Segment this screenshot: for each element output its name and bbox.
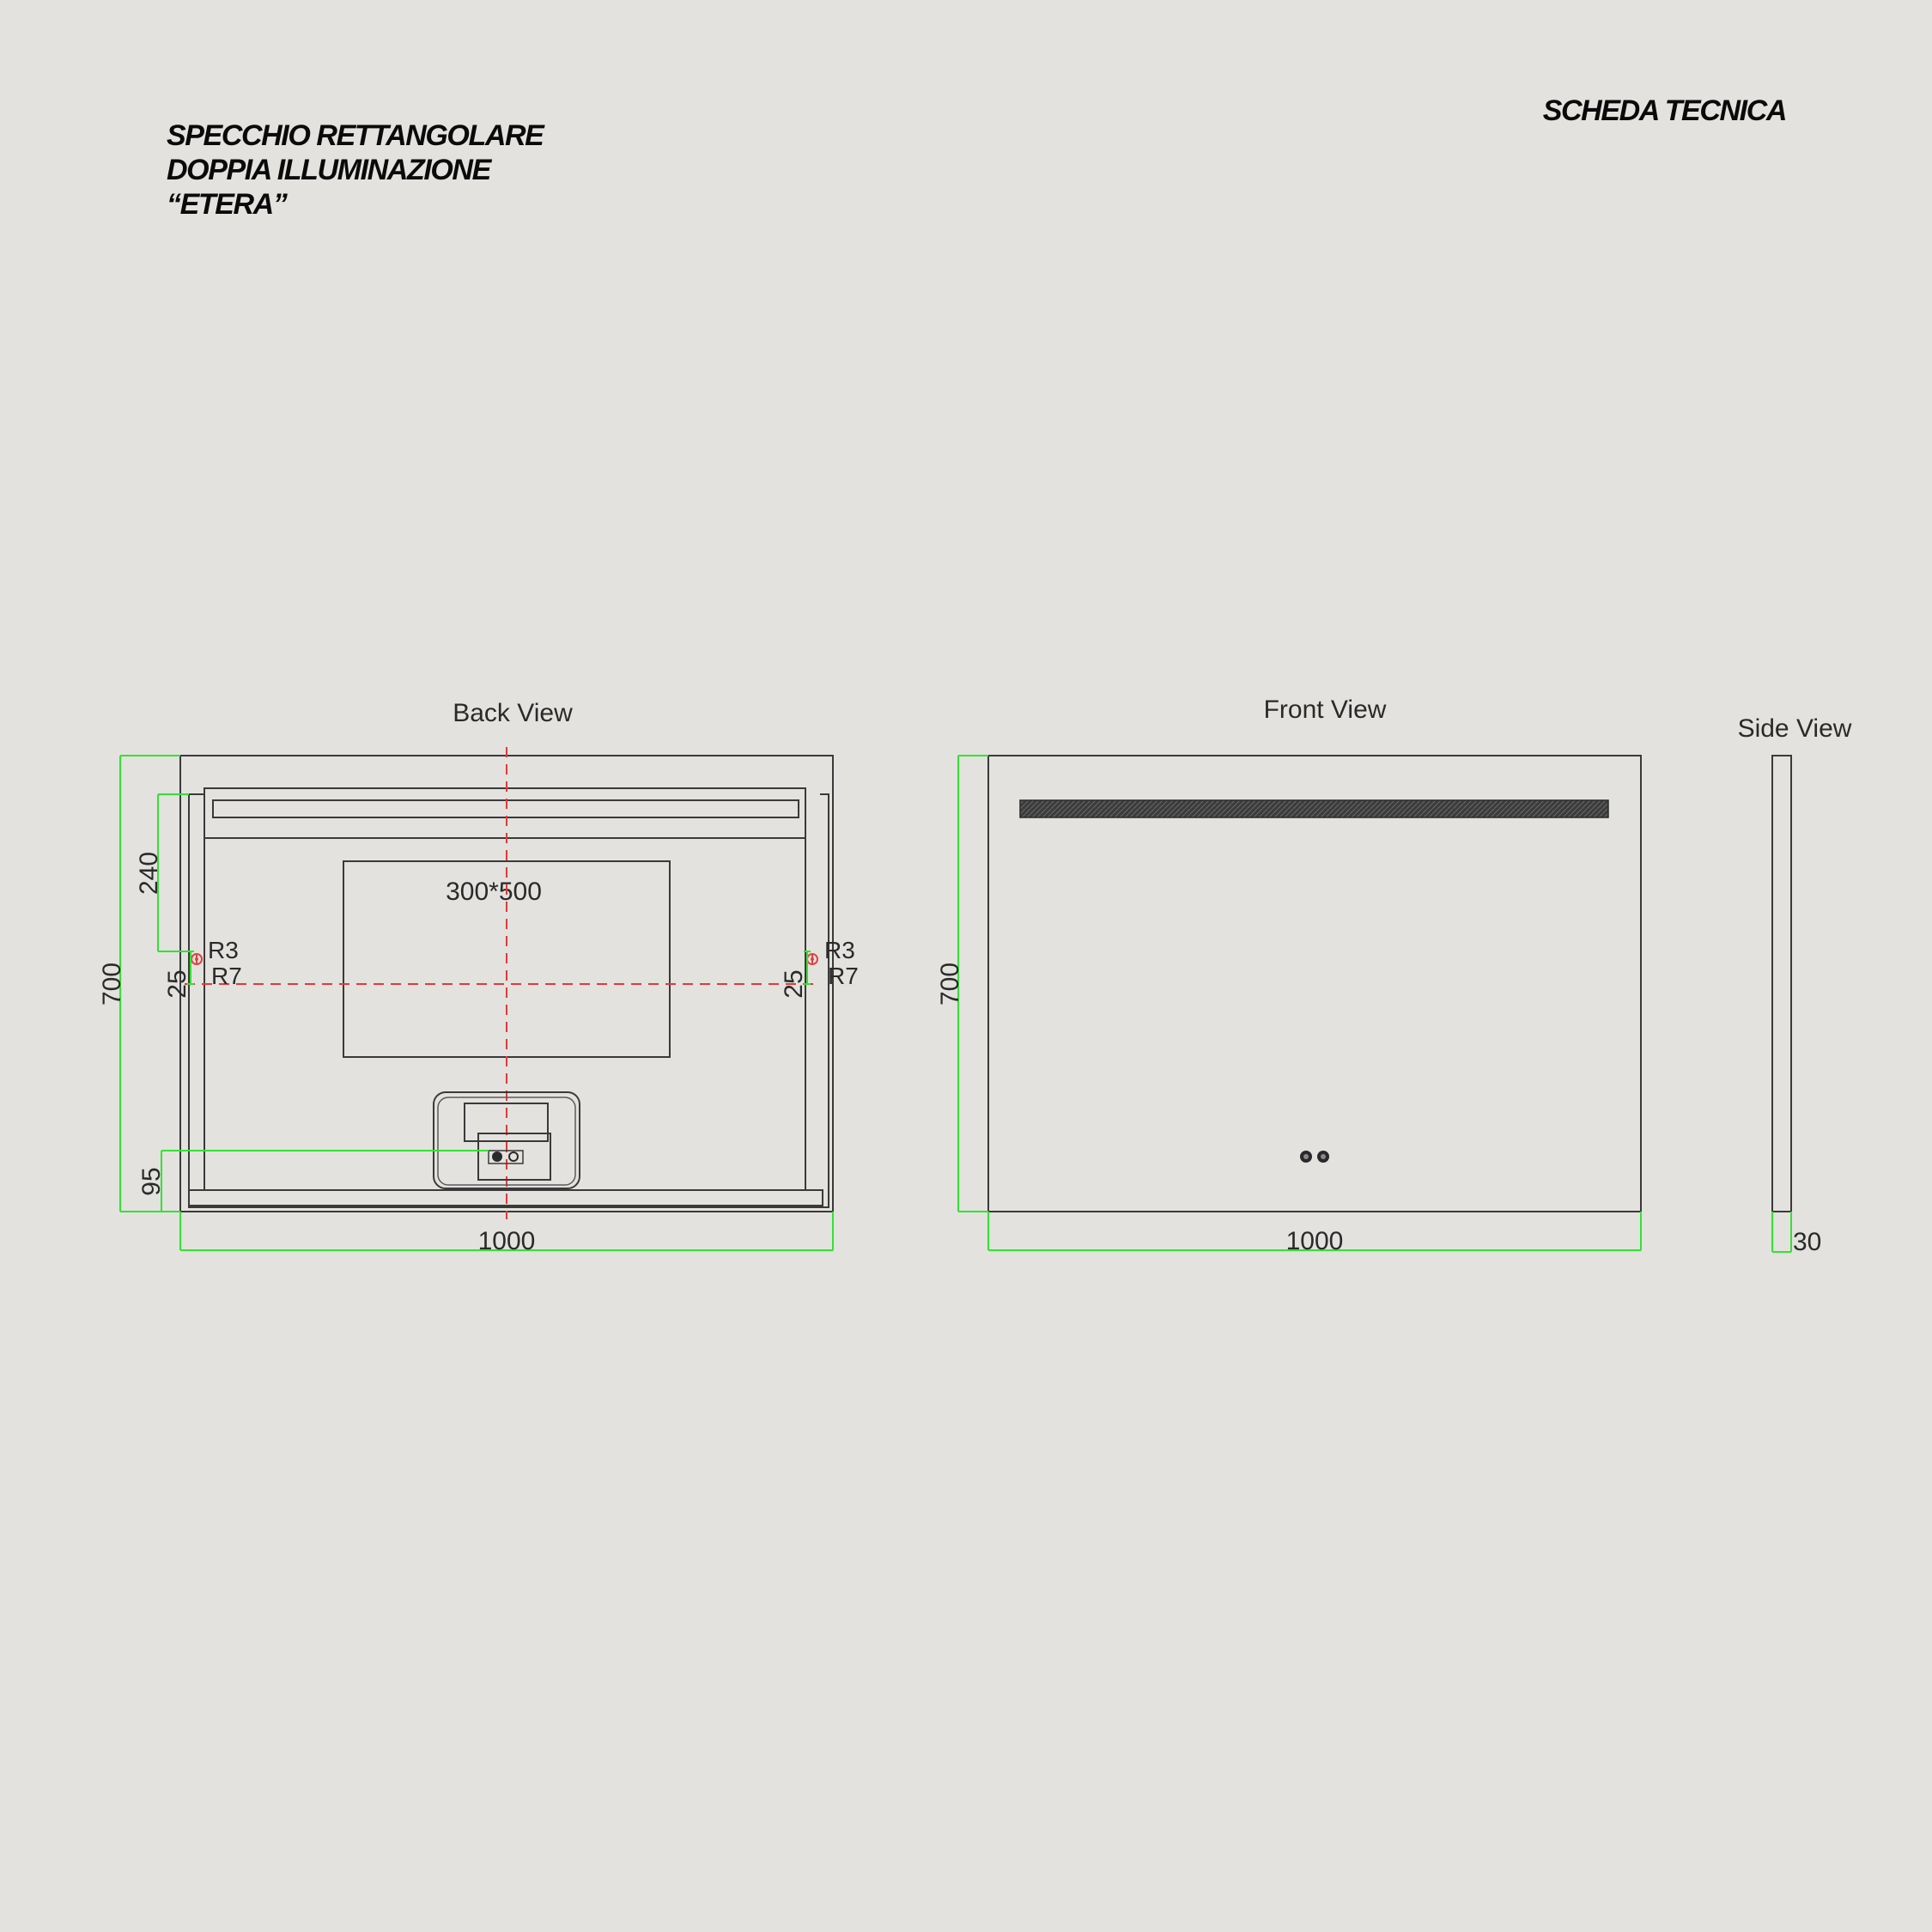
- top-offset-label: 240: [135, 851, 163, 896]
- front-led-strip: [1020, 800, 1608, 817]
- back-view-label: Back View: [453, 699, 573, 727]
- title-line-1: SPECCHIO RETTANGOLARE: [167, 119, 544, 152]
- radius-small-right: R3: [824, 937, 855, 963]
- back-height-label: 700: [98, 962, 126, 1006]
- side-profile: [1772, 756, 1791, 1212]
- radius-large-left: R7: [211, 963, 242, 989]
- radius-small-left: R3: [208, 937, 239, 963]
- hanging-hole-left: [191, 954, 202, 964]
- back-width-label: 1000: [477, 1227, 536, 1255]
- side-view: [1738, 714, 1852, 1256]
- cutout-dimension-label: 300*500: [446, 878, 542, 906]
- front-height-label: 700: [936, 962, 964, 1006]
- title-line-2: DOPPIA ILLUMINAZIONE: [167, 154, 490, 186]
- back-view: [98, 699, 859, 1255]
- front-mirror-outline: [988, 756, 1641, 1212]
- back-inner-frame: [189, 794, 829, 1207]
- connector-terminal-1: [492, 1151, 502, 1162]
- bottom-offset-label: 95: [137, 1167, 166, 1196]
- title-line-3: “ETERA”: [167, 188, 287, 221]
- side-depth-label: 30: [1793, 1228, 1822, 1256]
- hole-offset-left-label: 25: [163, 969, 191, 999]
- side-view-label: Side View: [1737, 714, 1852, 743]
- back-led-housing: [204, 788, 805, 838]
- side-dimension-lines: [1772, 1212, 1791, 1252]
- back-dimension-lines: [120, 756, 833, 1250]
- radius-large-right: R7: [828, 963, 859, 989]
- hanging-hole-right: [807, 954, 817, 964]
- front-view-label: Front View: [1263, 696, 1387, 724]
- front-width-label: 1000: [1285, 1227, 1344, 1255]
- front-view: [936, 696, 1641, 1255]
- document-type: SCHEDA TECNICA: [1542, 94, 1786, 127]
- hole-offset-right-label: 25: [780, 969, 808, 999]
- connector-terminal-2: [509, 1152, 518, 1161]
- front-dimension-lines: [958, 756, 1641, 1250]
